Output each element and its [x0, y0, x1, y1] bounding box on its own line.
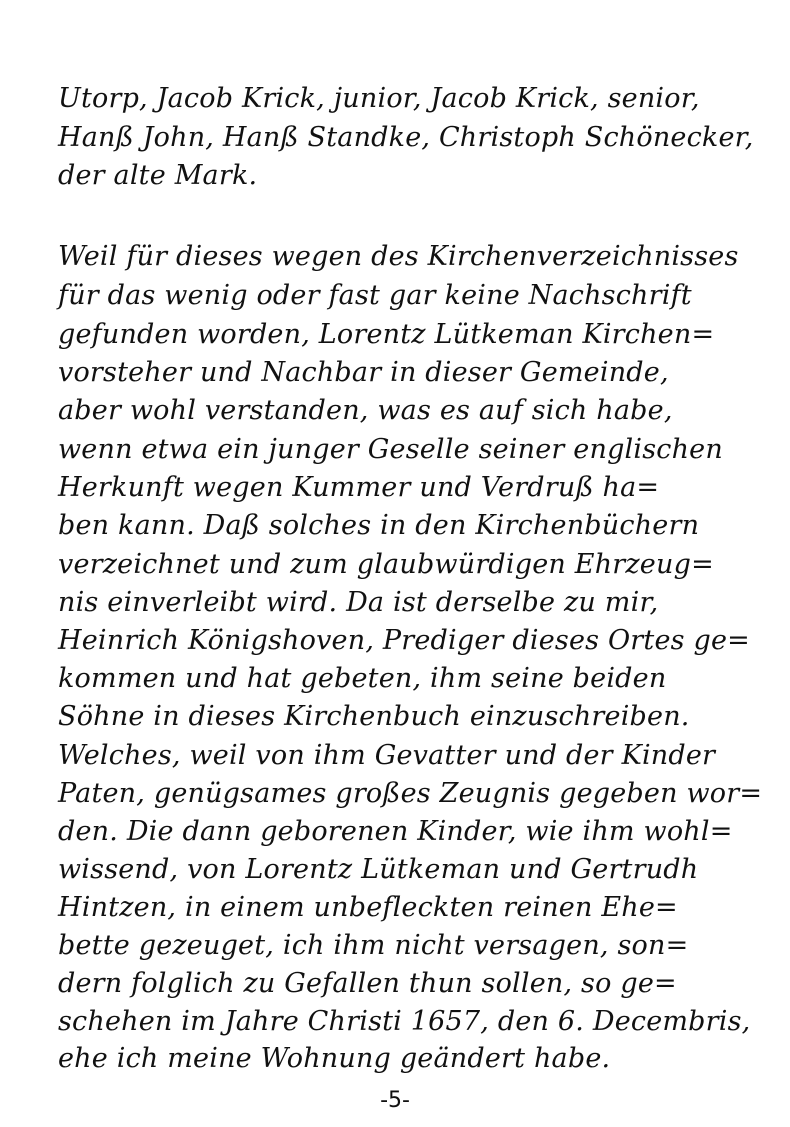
text-line: kommen und hat gebeten, ihm seine beiden: [58, 663, 667, 694]
text-line: Paten, genügsames großes Zeugnis gegeben wor=: [58, 778, 763, 809]
text-line: verzeichnet und zum glaubwürdigen Ehrzeug=: [58, 549, 714, 580]
text-line: wenn etwa ein junger Geselle seiner englischen: [58, 434, 723, 465]
text-line: Welches, weil von ihm Gevatter und der Kinder: [58, 740, 716, 771]
text-line: gefunden worden, Lorentz Lütkeman Kirchen=: [58, 319, 715, 350]
text-line: Hanß John, Hanß Standke, Christoph Schönecker,: [58, 122, 754, 153]
text-line: Herkunft wegen Kummer und Verdruß ha=: [58, 472, 660, 503]
text-line: für das wenig oder fast gar keine Nachschrift: [58, 280, 692, 311]
text-line: Söhne in dieses Kirchenbuch einzuschreiben.: [58, 701, 690, 732]
page-number: -5-: [380, 1088, 410, 1113]
text-line: Utorp, Jacob Krick, junior, Jacob Krick, senior,: [58, 83, 700, 114]
text-line: aber wohl verstanden, was es auf sich habe,: [58, 395, 673, 426]
text-line: schehen im Jahre Christi 1657, den 6. Decembris,: [58, 1006, 751, 1037]
text-line: bette gezeuget, ich ihm nicht versagen, son=: [58, 930, 689, 961]
text-line: ehe ich meine Wohnung geändert habe.: [58, 1043, 611, 1074]
text-line: Hintzen, in einem unbefleckten reinen Ehe=: [58, 892, 678, 923]
text-line: nis einverleibt wird. Da ist derselbe zu mir,: [58, 587, 659, 618]
text-line: Weil für dieses wegen des Kirchenverzeichnisses: [58, 241, 739, 272]
text-line: den. Die dann geborenen Kinder, wie ihm wohl=: [58, 816, 733, 847]
text-line: ben kann. Daß solches in den Kirchenbüchern: [58, 510, 700, 541]
text-line: vorsteher und Nachbar in dieser Gemeinde,: [58, 357, 669, 388]
text-line: dern folglich zu Gefallen thun sollen, so ge=: [58, 968, 677, 999]
text-line: Heinrich Königshoven, Prediger dieses Ortes ge=: [58, 625, 750, 656]
text-line: wissend, von Lorentz Lütkeman und Gertrudh: [58, 854, 699, 885]
text-line: der alte Mark.: [58, 160, 258, 191]
